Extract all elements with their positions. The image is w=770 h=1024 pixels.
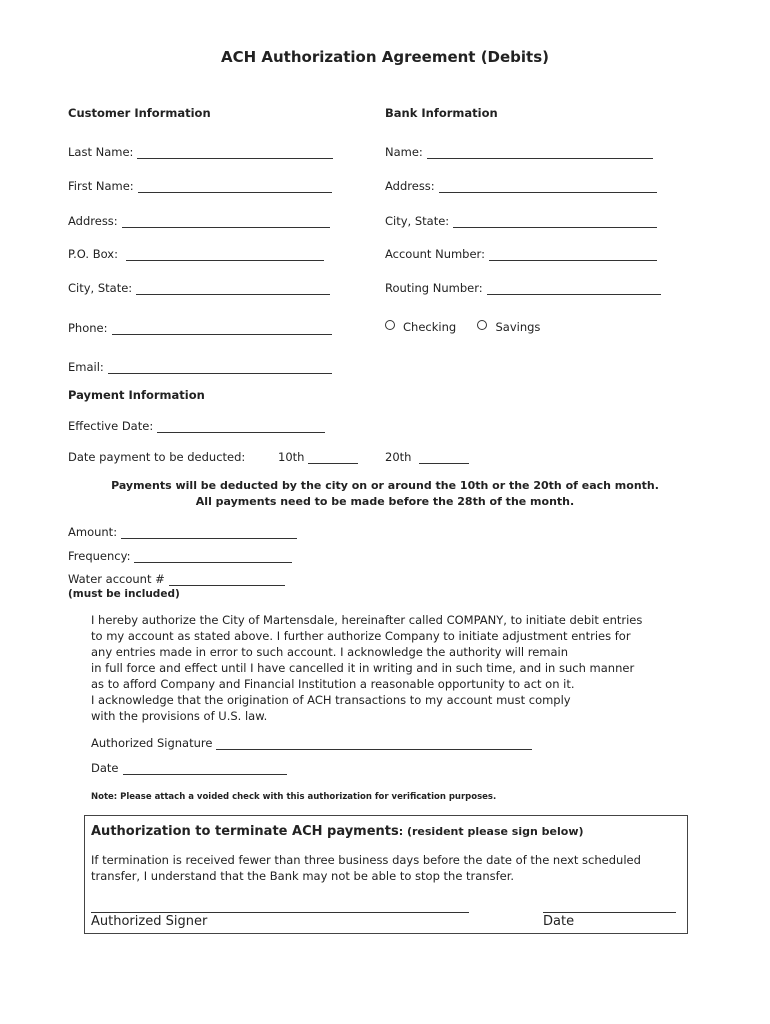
first-name-label: First Name: xyxy=(68,179,134,193)
bank-name-field[interactable] xyxy=(385,145,653,159)
deduction-date-label: Date payment to be deducted: xyxy=(68,450,246,464)
account-number-line[interactable] xyxy=(489,248,657,261)
checking-label: Checking xyxy=(403,320,457,334)
frequency-label: Frequency: xyxy=(68,549,131,563)
customer-info-heading: Customer Information xyxy=(68,106,211,120)
savings-option[interactable] xyxy=(477,320,540,334)
authorization-paragraph xyxy=(91,612,691,724)
customer-city-state-line[interactable] xyxy=(136,282,330,295)
account-number-field[interactable] xyxy=(385,247,657,261)
bank-address-field[interactable] xyxy=(385,179,657,193)
termination-date-line[interactable] xyxy=(543,912,676,913)
authorized-signer-line[interactable] xyxy=(91,912,469,913)
water-account-field[interactable] xyxy=(68,572,285,586)
bank-name-label: Name: xyxy=(385,145,423,159)
last-name-field[interactable] xyxy=(68,145,333,159)
page-title: ACH Authorization Agreement (Debits) xyxy=(220,48,550,66)
authorized-signature-field[interactable] xyxy=(91,736,532,750)
deduction-20th-label: 20th xyxy=(385,450,412,464)
po-box-label: P.O. Box: xyxy=(68,247,118,261)
authorization-line: any entries made in error to such account. I acknowledge the authority will remain xyxy=(91,645,569,659)
termination-text xyxy=(91,852,681,884)
authorization-line: with the provisions of U.S. law. xyxy=(91,709,268,723)
phone-line[interactable] xyxy=(112,322,332,335)
last-name-label: Last Name: xyxy=(68,145,134,159)
water-account-line[interactable] xyxy=(169,573,285,586)
savings-radio[interactable] xyxy=(477,320,487,330)
termination-text-line: If termination is received fewer than three business days before the date of the next scheduled xyxy=(91,853,641,867)
effective-date-field[interactable] xyxy=(68,419,325,433)
last-name-line[interactable] xyxy=(137,146,333,159)
deduction-10th-field[interactable] xyxy=(278,450,358,464)
payment-notice-line1: Payments will be deducted by the city on or around the 10th or the 20th of each month. xyxy=(111,479,659,492)
termination-date-label: Date xyxy=(543,914,575,929)
signature-date-label: Date xyxy=(91,761,119,775)
customer-address-field[interactable] xyxy=(68,214,330,228)
phone-label: Phone: xyxy=(68,321,108,335)
authorization-line: in full force and effect until I have cancelled it in writing and in such time, and in such manner xyxy=(91,661,635,675)
authorization-line: I hereby authorize the City of Martensdale, hereinafter called COMPANY, to initiate debit entries xyxy=(91,613,643,627)
savings-label: Savings xyxy=(495,320,541,334)
bank-city-state-label: City, State: xyxy=(385,214,450,228)
first-name-field[interactable] xyxy=(68,179,332,193)
authorized-signature-line[interactable] xyxy=(216,737,532,750)
water-account-label: Water account # xyxy=(68,572,165,586)
customer-address-label: Address: xyxy=(68,214,118,228)
deduction-10th-label: 10th xyxy=(278,450,305,464)
bank-info-heading: Bank Information xyxy=(385,106,498,120)
email-label: Email: xyxy=(68,360,104,374)
frequency-line[interactable] xyxy=(134,550,292,563)
authorization-line: as to afford Company and Financial Institution a reasonable opportunity to act on it. xyxy=(91,677,575,691)
customer-city-state-field[interactable] xyxy=(68,281,330,295)
po-box-field[interactable] xyxy=(68,247,324,261)
authorization-line: to my account as stated above. I further authorize Company to initiate adjustment entries for xyxy=(91,629,631,643)
email-field[interactable] xyxy=(68,360,332,374)
amount-label: Amount: xyxy=(68,525,118,539)
checking-option[interactable] xyxy=(385,320,456,334)
customer-address-line[interactable] xyxy=(122,215,330,228)
bank-address-label: Address: xyxy=(385,179,435,193)
phone-field[interactable] xyxy=(68,321,332,335)
deduction-20th-field[interactable] xyxy=(385,450,469,464)
authorized-signature-label: Authorized Signature xyxy=(91,736,213,750)
bank-address-line[interactable] xyxy=(439,180,657,193)
account-type-options xyxy=(385,320,540,334)
termination-text-line: transfer, I understand that the Bank may not be able to stop the transfer. xyxy=(91,869,515,883)
email-line[interactable] xyxy=(108,361,332,374)
bank-city-state-field[interactable] xyxy=(385,214,657,228)
bank-city-state-line[interactable] xyxy=(453,215,657,228)
amount-field[interactable] xyxy=(68,525,297,539)
amount-line[interactable] xyxy=(121,526,297,539)
first-name-line[interactable] xyxy=(138,180,332,193)
po-box-line[interactable] xyxy=(126,248,324,261)
routing-number-label: Routing Number: xyxy=(385,281,483,295)
must-be-included-note: (must be included) xyxy=(68,588,180,600)
termination-heading xyxy=(91,820,584,839)
effective-date-line[interactable] xyxy=(157,420,325,433)
frequency-field[interactable] xyxy=(68,549,292,563)
signature-date-line[interactable] xyxy=(123,762,287,775)
routing-number-field[interactable] xyxy=(385,281,661,295)
signature-date-field[interactable] xyxy=(91,761,287,775)
deduction-10th-line[interactable] xyxy=(308,451,358,464)
termination-heading-suffix: : (resident please sign below) xyxy=(398,825,584,838)
authorization-line: I acknowledge that the origination of ACH transactions to my account must comply xyxy=(91,693,571,707)
termination-heading-main: Authorization to terminate ACH payments xyxy=(91,824,399,839)
checking-radio[interactable] xyxy=(385,320,395,330)
effective-date-label: Effective Date: xyxy=(68,419,154,433)
voided-check-note: Note: Please attach a voided check with this authorization for verification purposes. xyxy=(91,792,497,802)
authorized-signer-label: Authorized Signer xyxy=(91,914,208,929)
bank-name-line[interactable] xyxy=(427,146,653,159)
payment-notice-line2: All payments need to be made before the 28th of the month. xyxy=(195,495,575,508)
account-number-label: Account Number: xyxy=(385,247,485,261)
routing-number-line[interactable] xyxy=(487,282,661,295)
payment-info-heading: Payment Information xyxy=(68,388,205,402)
deduction-20th-line[interactable] xyxy=(419,451,469,464)
customer-city-state-label: City, State: xyxy=(68,281,133,295)
